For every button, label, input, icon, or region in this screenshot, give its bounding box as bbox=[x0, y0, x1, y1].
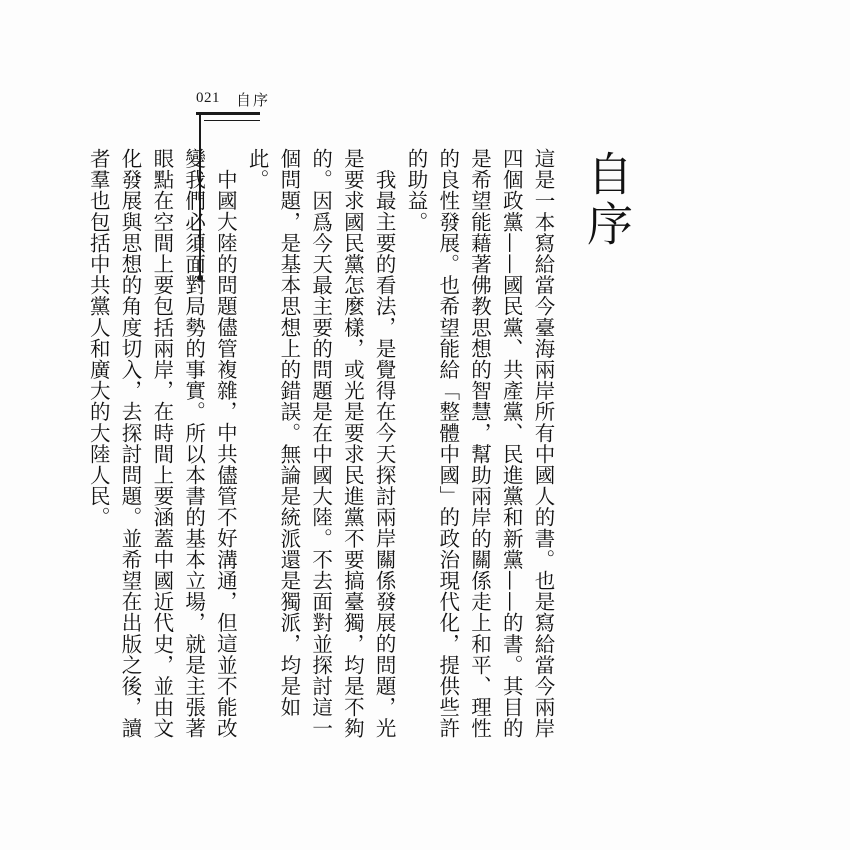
paragraph-2: 我最主要的看法，是覺得在今天探討兩岸關係發展的問題，光是要求國民黨怎麼樣，或光是要求民進黨不要搞臺獨，均是不夠的。因爲今天最主要的問題是在中國大陸。不去面對並探討這一個問題，是基本思想上的錯誤。無論是統派還是獨派，均是如此。 bbox=[245, 148, 397, 739]
chapter-title: 自序 bbox=[580, 150, 634, 250]
page-number: 021 bbox=[196, 90, 220, 106]
paragraph-3: 中國大陸的問題儘管複雜，中共儘管不好溝通，但這並不能改變我們必須面對局勢的事實。所以本書的基本立場，就是主張著眼點在空間上要包括兩岸，在時間上要涵蓋中國近代史，並由文化發展與思想的角度切入，去探討問題。並希望在出版之後，讀者羣也包括中共黨人和廣大的大陸人民。 bbox=[86, 148, 238, 739]
paragraph-1: 這是一本寫給當今臺海兩岸所有中國人的書。也是寫給當今兩岸四個政黨——國民黨、共產黨、民進黨和新黨——的書。其目的是希望能藉著佛教思想的智慧，幫助兩岸的關係走上和平、理性的良性發展。也希望能給「整體中國」的政治現代化，提供些許的助益。 bbox=[403, 148, 555, 739]
header-rule-thick bbox=[196, 112, 260, 115]
header-rule-thin bbox=[204, 120, 260, 121]
body-text bbox=[86, 148, 558, 748]
running-head: 自序 bbox=[236, 91, 271, 109]
